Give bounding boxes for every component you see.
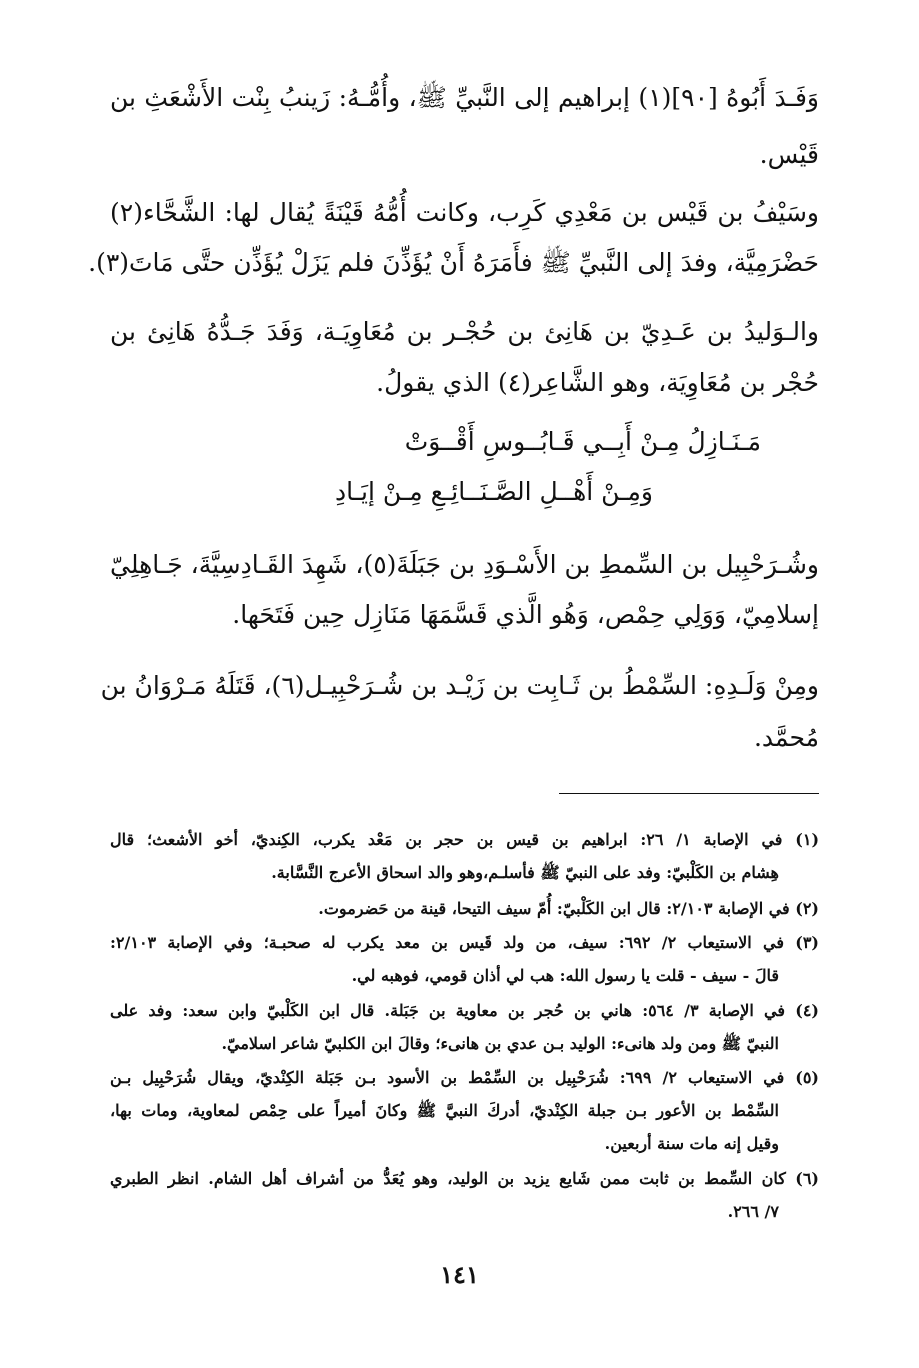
page-number: ١٤١: [440, 1260, 479, 1289]
text-line: وَفَـدَ أَبُوهُ [٩٠](١) إبراهيم إلى النَّبيِّ ﷺ، وأُمُّـهُ: زَينبُ بِنْت الأَشْعَثِ بن: [110, 83, 819, 112]
text-line: ومِنْ وَلَـدِهِ: السِّمْطُ بن ثَـابِت بن زَيْـد بن شُـرَحْبِيـل(٦)، قَتَلَهُ مَـرْوَانُ بن: [100, 671, 819, 700]
footnote-line: هِشام بن الكَلْبيّ: وفد على النبيّ ﷺ فأسلـم،وهو والد اسحاق الأعرج النَّسَّابة.: [271, 863, 779, 882]
footnote-line: النبيّ ﷺ ومن ولد هانىء: الوليد بـن عدي بن هانىء؛ وقالَ ابن الكلبيّ شاعر اسلاميّ.: [221, 1034, 779, 1053]
text-line: قَيْس.: [759, 140, 819, 169]
footnote-line: (٤) في الإصابة ٣/ ٥٦٤: هاني بن حُجر بن معاوية بن جَبَلة. قال ابن الكَلْبيّ وابن سعد: وفد على: [110, 1001, 819, 1020]
text-line: وشُـرَحْبِيل بن السِّمطِ بن الأَسْـوَدِ بن جَبَلَةَ(٥)، شَهِدَ القَـادِسِيَّةَ، جَـاهِلِيّ: [110, 550, 819, 579]
verse-first-hemistich: مَـنَـازِلُ مِـنْ أَبِــي قَـابُــوسِ أَقْــوَتْ: [404, 427, 761, 456]
footnote-line: (٣) في الاستيعاب ٢/ ٦٩٢: سيف، من ولد قَيس بن معد يكرب له صحبـة؛ وفي الإصابة ٢/١٠٣:: [110, 933, 819, 952]
text-line: إسلامِيّ، وَوَلِي حِمْص، وَهُو الَّذي قَسَّمَهَا مَنَازِل حِين فَتَحَها.: [232, 600, 819, 629]
footnote-line: (١) في الإصابة ١/ ٢٦: ابراهيم بن قيس بن حجر بن مَعْد يكرب، الكِنديّ، أخو الأشعث؛ قال: [110, 830, 820, 849]
text-line: والـوَليدُ بن عَـدِيّ بن هَانِئ بن حُجْـر بن مُعَاوِيَـة، وَفَدَ جَـدُّهُ هَانِئ بن: [110, 317, 819, 346]
footnote-line: ٧/ ٢٦٦.: [727, 1202, 779, 1221]
verse-second-hemistich: وَمِـنْ أَهْــلِ الصَّـنَــائِـعِ مِـنْ إيَـادِ: [334, 477, 653, 506]
footnote-line: (٦) كان السِّمط بن ثابت ممن شَايع يزيد بن الوليد، وهو يُعَدُّ من أشراف أهل الشام. انظر الطبري: [110, 1169, 819, 1188]
footnote-line: (٢) في الإصابة ٢/١٠٣: قال ابن الكَلْبيّ: أُمّ سيف التيحا، قينة من حَضرموت.: [318, 899, 819, 918]
footnote-line: (٥) في الاستيعاب ٢/ ٦٩٩: شُرَحْبِيل بن السِّمْط بن الأسود بـن جَبَلة الكِنْديّ، ويقال شُرَحْبِيل بـن: [110, 1068, 819, 1087]
text-line: وسَيْفُ بن قَيْس بن مَعْدِي كَرِب، وكانت أُمُّهُ قَيْنَةً يُقال لها: الشَّحَّاء(٢): [110, 198, 819, 227]
footnote-line: السِّمْط بن الأعور بـن جبلة الكِنْديّ، أدركَ النبيَّ ﷺ وكانَ أميراً على حِمْص لمعاوية، ومات بها،: [110, 1101, 779, 1120]
footnote-line: قالَ - سيف - قلت يا رسول الله: هب لي أذان قومي، فوهبه لي.: [351, 966, 779, 985]
text-line: مُحمَّد.: [753, 723, 819, 752]
text-line: حَضْرَمِيَّة، وفدَ إلى النَّبيِّ ﷺ فأَمَرَهُ أَنْ يُؤَذِّنَ فلم يَزَلْ يُؤَذِّن حتَّى مَاتَ(٣).: [88, 248, 819, 277]
footnote-divider: [559, 793, 819, 794]
footnote-line: وقيل إنه مات سنة أربعين.: [604, 1134, 779, 1153]
text-line: حُجْر بن مُعَاوِيَة، وهو الشَّاعِر(٤) الذي يقولُ.: [376, 368, 819, 397]
